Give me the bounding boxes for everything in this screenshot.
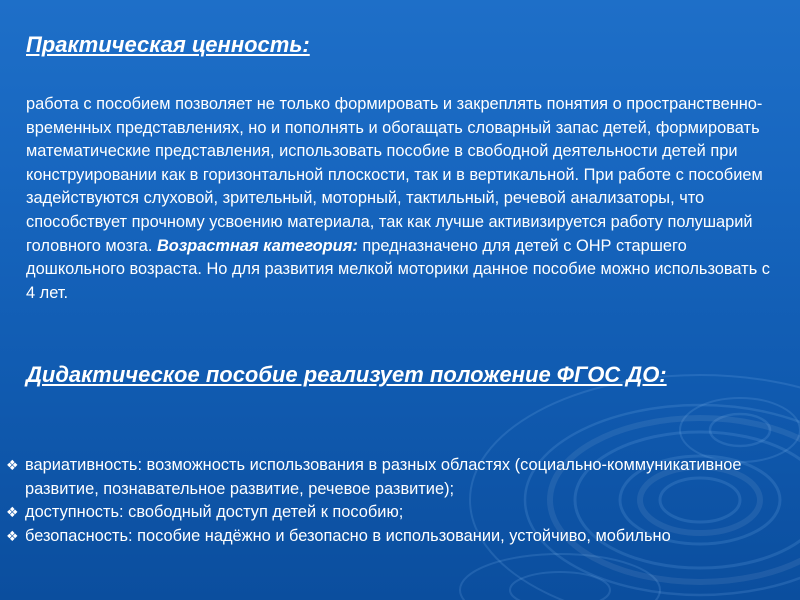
fgos-bullet-list: [6, 454, 786, 548]
list-item-text: доступность: свободный доступ детей к пособию;: [25, 503, 404, 522]
heading-practical-value: Практическая ценность:: [26, 32, 310, 57]
diamond-bullet-icon: ❖: [6, 527, 19, 544]
diamond-bullet-icon: ❖: [6, 457, 19, 473]
list-item: [6, 525, 786, 549]
list-item: [6, 501, 786, 525]
list-item: [6, 454, 786, 501]
heading-fgos: Дидактическое пособие реализует положение ФГОС ДО:: [26, 362, 667, 387]
diamond-bullet-icon: ❖: [6, 504, 19, 521]
paragraph-tail-text: предназначено для детей с ОНР старшего дошкольного возраста. Но для развития мелкой моторики данное пособие можно использовать с 4 лет.: [26, 236, 770, 302]
paragraph-practical-value: [26, 93, 778, 305]
age-category-label: Возрастная категория:: [156, 236, 358, 255]
list-item-text: вариативность: возможность использования в разных областях (социально-коммуникативное развитие, познавательное развитие, речевое развитие);: [25, 456, 742, 498]
list-item-text: безопасность: пособие надёжно и безопасно в использовании, устойчиво, мобильно: [25, 526, 671, 545]
paragraph-main-text: работа с пособием позволяет не только формировать и закреплять понятия о пространственно-временных представлениях, но и пополнять и обогащать словарный запас детей, формировать математические представления, использовать пособие в свободной деятельности детей при конструировании как в горизонтальной плоскости, так и в вертикальной. При работе с пособием задействуются слуховой, зрительный, моторный, тактильный, речевой анализаторы, что способствует прочному усвоению материала, так как лучше активизируется работу полушарий головного мозга.: [26, 95, 763, 255]
